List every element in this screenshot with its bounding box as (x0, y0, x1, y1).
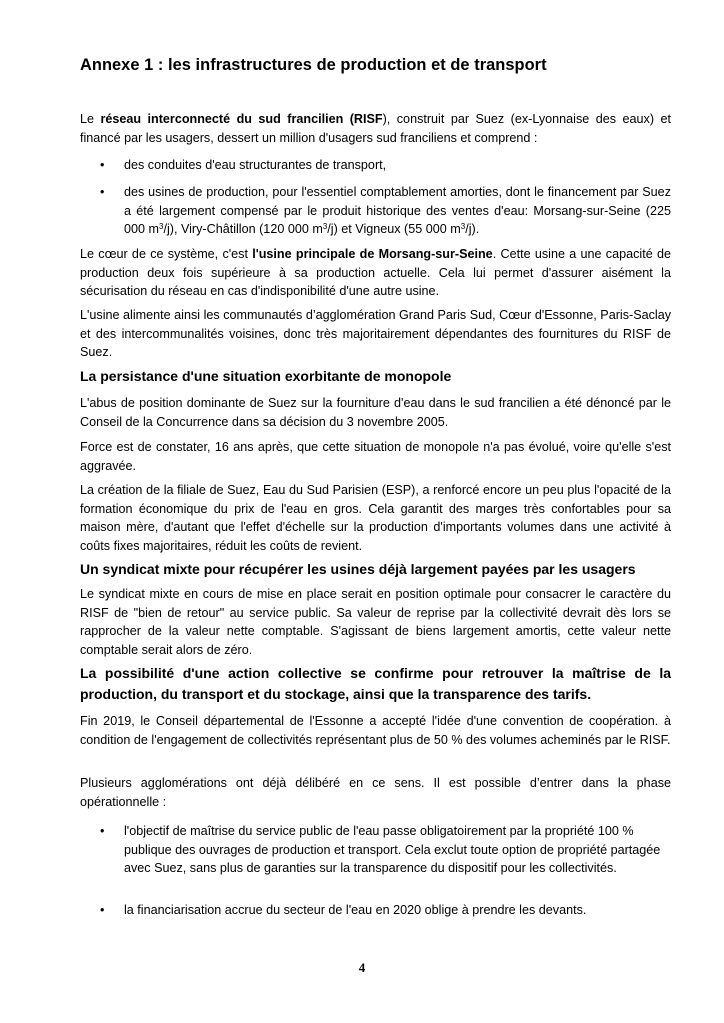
list-item-text: des conduites d'eau structurantes de transport, (124, 158, 387, 172)
bullet-icon: • (100, 824, 105, 838)
bullet-icon: • (100, 158, 105, 172)
paragraph: Force est de constater, 16 ans après, que cette situation de monopole n'a pas évolué, voire qu'elle s'est aggravée. (80, 440, 671, 473)
section-heading: La possibilité d'une action collective se confirme pour retrouver la maîtrise de la production, du transport et du stockage, ainsi que la transparence des tarifs. (80, 665, 671, 702)
list-item-text: la financiarisation accrue du secteur de l'eau en 2020 oblige à prendre les devants. (124, 903, 587, 917)
paragraph-coeur: Le cœur de ce système, c'est l'usine principale de Morsang-sur-Seine. Cette usine a une capacité de production deux fois supérieure à sa production actuelle. Cela lui permet d'assurer aisément la sécurisation du réseau en cas d'indisponibilité d'une autre usine. (80, 247, 671, 299)
intro-prefix: Le (80, 112, 101, 126)
intro-suffix: ), construit par Suez (ex-Lyonnaise des eaux) et financé par les usagers, dessert un million d'usagers sud franciliens et comprend : (80, 112, 671, 145)
paragraph: Le syndicat mixte en cours de mise en place serait en position optimale pour consacrer le caractère du RISF de "bien de retour" au service public. Sa valeur de reprise par la collectivité devrait dès lors se rapprocher de la valeur nette comptable. S'agissant de biens largement amortis, cette valeur nette comptable serait alors de zéro. (80, 587, 671, 657)
intro-paragraph (80, 110, 671, 147)
intro-bold: réseau interconnecté du sud francilien (RISF (100, 112, 383, 126)
bullet-icon: • (100, 903, 105, 917)
paragraph: Fin 2019, le Conseil départemental de l'Essonne a accepté l'idée d'une convention de coopération. à condition de l'engagement de collectivités représentant plus de 50 % des volumes acheminés par le RISF. (80, 714, 671, 747)
paragraph: L'abus de position dominante de Suez sur la fourniture d'eau dans le sud francilien a été dénoncé par le Conseil de la Concurrence dans sa décision du 3 novembre 2005. (80, 396, 671, 429)
list-item-text: l'objectif de maîtrise du service public de l'eau passe obligatoirement par la propriété 100 % publique des ouvrages de production et transport. Cela exclut toute option de propriété partagée avec Suez, sans plus de garanties sur la transparence du dispositif pour les collectivités. (124, 824, 661, 876)
bullet-icon: • (100, 185, 105, 199)
paragraph-alimente: L'usine alimente ainsi les communautés d’agglomération Grand Paris Sud, Cœur d'Essonne, Paris-Saclay et des intercommunalités voisines, donc très majoritairement dépendantes des fournitures du RISF de Suez. (80, 308, 671, 360)
page-title: Annexe 1 : les infrastructures de production et de transport (80, 56, 547, 74)
list-item-text: des usines de production, pour l'essentiel comptablement amorties, dont le financement par Suez a été largement compensé par le produit historique des ventes d'eau: Morsang-sur-Seine (225 000 $m^3/j$), Viry-Châtillon (120 000 $m^3/j$) et Vigneux (55 000 $m^3/j$). (124, 185, 671, 237)
page-number: 4 (358, 960, 366, 975)
section-heading: La persistance d'une situation exorbitante de monopole (80, 368, 452, 384)
paragraph: Plusieurs agglomérations ont déjà délibéré en ce sens. Il est possible d’entrer dans la phase opérationnelle : (80, 776, 671, 809)
paragraph: La création de la filiale de Suez, Eau du Sud Parisien (ESP), a renforcé encore un peu plus l'opacité de la formation économique du prix de l'eau en gros. Cela garantit des marges très confortables pour sa maison mère, d'autant que l'effet d'échelle sur la production d'importants volumes dans une activité à coûts fixes majoritaires, réduit les coûts de revient. (80, 483, 671, 553)
section-heading: Un syndicat mixte pour récupérer les usines déjà largement payées par les usagers (80, 561, 636, 577)
